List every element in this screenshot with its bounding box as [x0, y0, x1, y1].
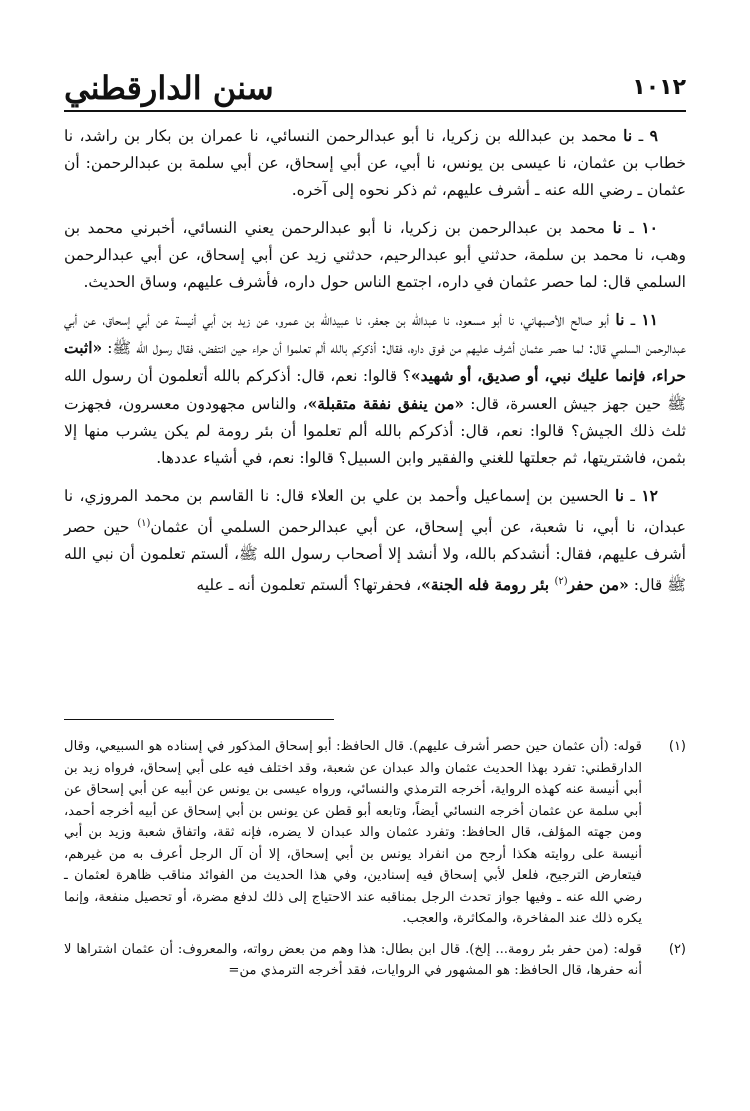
hadith-text: محمد بن عبدالرحمن بن زكريا، نا أبو عبدالرحمن يعني النسائي، أخبرني محمد بن وهب، نا محمد بن سلمة، حدثني أبو عبدالرحيم، حدثني زيد عن أبي إسحاق، عن أبي عبدالرحمن السلمي قال: لما حصر عثمان في داره، اجتمع الناس حول داره، فأشرف عليهم، وساق الحديث. [64, 219, 686, 291]
narration-marker: نا [623, 126, 633, 145]
page-header [64, 66, 686, 112]
footnote-1 [64, 736, 686, 930]
hadith-number: ٩ [649, 126, 658, 145]
hadith-text: ، والناس مجهودون معسرون، فجهزت ثلث ذلك الجيش؟ قالوا: نعم، قال: أذكركم بالله ألم تعلموا أن بئر رومة لم يكن يشرب منها إلا بثمن، فاشتريتها، ثم جعلتها للغني والفقير وابن السبيل؟ قالوا: نعم، في أشياء عددها. [64, 395, 686, 467]
book-title: سنن الدارقطني [64, 69, 274, 107]
dash: ـ [624, 311, 642, 329]
narration-marker: نا [615, 310, 625, 329]
hadith-9 [64, 122, 686, 204]
hadith-text: حين حصر أشرف عليهم، فقال: أنشدكم بالله، ولا أنشد إلا أصحاب رسول الله ﷺ، ألستم تعلمون أن نبي الله ﷺ قال: [64, 518, 686, 595]
footnote-number: (٢) [668, 941, 686, 957]
dash: ـ [632, 127, 650, 145]
prophetic-quote: «اثبت حراء، فإنما عليك نبي، أو صديق، أو شهيد» [64, 338, 686, 385]
hadith-text: ، فحفرتها؟ ألستم تعلمون أنه ـ عليه [196, 576, 422, 595]
prophetic-quote: «من حفر [567, 575, 629, 595]
footnote-ref[interactable]: (١) [137, 518, 151, 529]
hadith-10 [64, 214, 686, 296]
hadith-12 [64, 482, 686, 599]
dash: ـ [621, 219, 642, 237]
hadith-text: ؟ قالوا: نعم، قال: أذكركم بالله أتعلمون أن رسول الله ﷺ حين جهز جيش العسرة، قال: [64, 367, 686, 413]
narration-marker: نا [614, 486, 624, 505]
hadith-number: ١٢ [641, 486, 658, 505]
hadith-text: أبو صالح الأصبهاني، نا أبو مسعود، نا عبدالله بن جعفر، نا عبيدالله بن عمرو، عن زيد بن أبي أنيسة عن أبي إسحاق، عن أبي عبدالرحمن السلمي قال: لما حصر عثمان أشرف عليهم من فوق داره، فقال: أذكركم بالله ألم تعلموا أن حراء حين انتفض، فقال رسول الله ﷺ: [64, 311, 686, 357]
prophetic-quote: بئر رومة فله الجنة» [421, 575, 555, 595]
footnote-ref[interactable]: (٢) [554, 576, 568, 588]
footnote-2 [64, 939, 686, 982]
narration-marker: نا [612, 218, 622, 237]
footnote-text: قوله: (من حفر بئر رومة... إلخ). قال ابن بطال: هذا وهم من بعض رواته، والمعروف: أن عثمان اشتراها لا أنه حفرها، قال الحافظ: هو المشهور في الروايات، فقد أخرجه الترمذي من= [64, 941, 642, 978]
main-text [64, 122, 686, 609]
dash: ـ [623, 487, 642, 505]
hadith-text: محمد بن عبدالله بن زكريا، نا أبو عبدالرحمن النسائي، نا عمران بن بكار بن راشد، نا خطاب بن عثمان، نا عيسى بن يونس، نا أبي، عن أبي إسحاق، عن أبي سلمة بن عبدالرحمن: أن عثمان ـ رضي الله عنه ـ أشرف عليهم، ثم ذكر نحوه إلى آخره. [64, 127, 686, 199]
footnotes [64, 736, 686, 991]
hadith-11 [64, 306, 686, 472]
hadith-number: ١١ [641, 310, 658, 329]
page-number: ١٠١٢ [632, 75, 686, 100]
footnote-text: قوله: (أن عثمان حين حصر أشرف عليهم). قال الحافظ: أبو إسحاق المذكور في إسناده هو السبيعي، وقال الدارقطني: تفرد بهذا الحديث عثمان والد عبدان عن شعبة، وقد اختلف فيه على أبي إسحاق، فرواه زيد بن أبي أنيسة عنه كهذه الرواية، أخرجه الترمذي والنسائي، ورواه عيسى بن يونس عن أبيه عن أبي إسحاق عن أبي سلمة عن عثمان أخرجه النسائي أيضاً، وتابعه أبو قطن عن يونس بن أبي إسحاق عن أبيه أخرجه أحمد، ومن جهته المؤلف، قال الحافظ: وتفرد عثمان والد عبدان لا يضره، فإنه ثقة، واتفاق شعبة وزيد بن أبي أنيسة على روايته هكذا أرجح من انفراد يونس بن أبي إسحاق، إلا أن آل الرجل أعرف به من غيرهم، فيتعارض الترجيح، فلعل لأبي إسحاق فيه إسنادين، وفي هذا الحديث من الفوائد مناقب ظاهرة لعثمان ـ رضي الله عنه ـ وفيها جواز تحدث الرجل بمناقبه عند الاحتياج إلى ذلك لدفع مضرة، أو تحصيل منفعة، وإنما يكره ذلك عند المفاخرة، والمكاثرة، والعجب. [64, 739, 642, 926]
footnote-number: (١) [668, 739, 686, 754]
hadith-number: ١٠ [641, 218, 658, 237]
prophetic-quote: «من ينفق نفقة متقبلة» [307, 394, 465, 413]
footnote-separator [64, 719, 334, 720]
hadith-text: الحسين بن إسماعيل وأحمد بن علي بن العلاء قال: نا القاسم بن محمد المروزي، نا عبدان، نا أبي، نا شعبة، عن أبي إسحاق، عن أبي عبدالرحمن السلمي أن عثمان [64, 487, 686, 537]
